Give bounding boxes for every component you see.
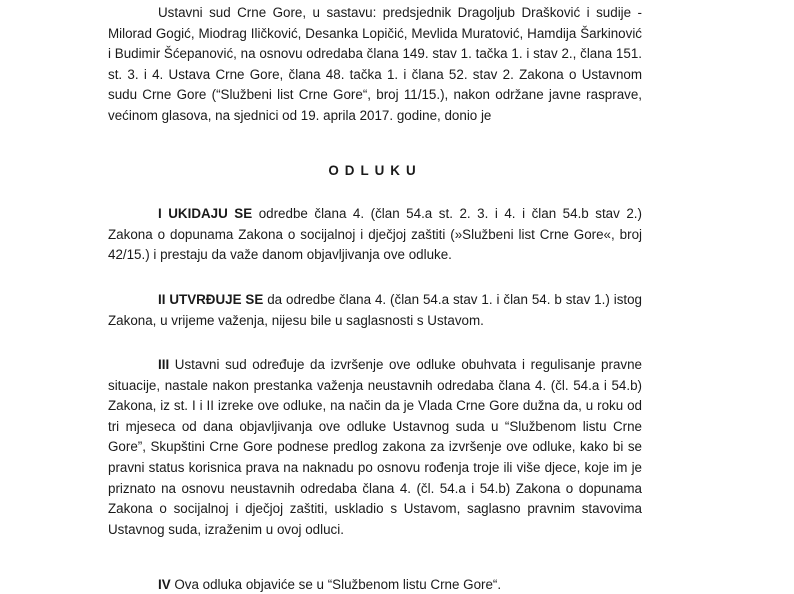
section-4-lead: IV <box>158 577 171 592</box>
decision-title: ODLUKU <box>328 163 422 178</box>
section-1 <box>108 204 642 266</box>
section-2 <box>108 290 642 331</box>
section-4-text: Ova odluka objaviće se u “Službenom listu Crne Gore“. <box>170 577 502 592</box>
section-4 <box>108 575 642 594</box>
section-3 <box>108 355 642 540</box>
intro-paragraph: Ustavni sud Crne Gore, u sastavu: predsjednik Dragoljub Drašković i sudije - Milorad Gogić, Miodrag Iličković, Desanka Lopičić, Mevlida Muratović, Hamdija Šarkinović i Budimir Šćepanović, na osnovu odredaba člana 149. stav 1. tačka 1. i stav 2., člana 151. st. 3. i 4. Ustava Crne Gore, člana 48. tačka 1. i člana 52. stav 2. Zakona o Ustavnom sudu Crne Gore (“Službeni list Crne Gore“, broj 11/15.), nakon održane javne rasprave, većinom glasova, na sjednici od 19. aprila 2017. godine, donio je <box>108 5 642 123</box>
section-2-lead: II UTVRĐUJE SE <box>158 292 264 307</box>
section-3-text: Ustavni sud određuje da izvršenje ove odluke obuhvata i regulisanje pravne situacije, nastale nakon prestanka važenja neustavnih odredaba člana 4. (čl. 54.a i 54.b) Zakona, iz st. I i II izreke ove odluke, na način da je Vlada Crne Gore dužna da, u roku od tri mjeseca od dana objavljivanja ove odluke Ustavnog suda u “Službenom listu Crne Gore”, Skupštini Crne Gore podnese predlog zakona za izvršenje ove odluke, kako bi se pravni status korisnica prava na naknadu po osnovu rođenja troje ili više djece, koje im je priznato na osnovu neustavnih odredaba člana 4. (čl. 54.a i 54.b) Zakona o dopunama Zakona o socijalnoj i dječjoj zaštiti, uskladio s Ustavom, saglasno pravnim stavovima Ustavnog suda, izraženim u ovoj odluci. <box>108 357 642 537</box>
section-2-text: da odredbe člana 4. (član 54.a stav 1. i član 54. b stav 1.) istog Zakona, u vrijeme važenja, nijesu bile u saglasnosti s Ustavom. <box>108 292 643 328</box>
section-1-lead: I UKIDAJU SE <box>158 206 253 221</box>
section-1-text: odredbe člana 4. (član 54.a st. 2. 3. i 4. i član 54.b stav 2.) Zakona o dopunama Zakona o socijalnoj i dječjoj zaštiti (»Službeni list Crne Gore«, broj 42/15.) i prestaju da važe danom objavljivanja ove odluke. <box>108 206 642 263</box>
section-3-lead: III <box>158 357 170 372</box>
